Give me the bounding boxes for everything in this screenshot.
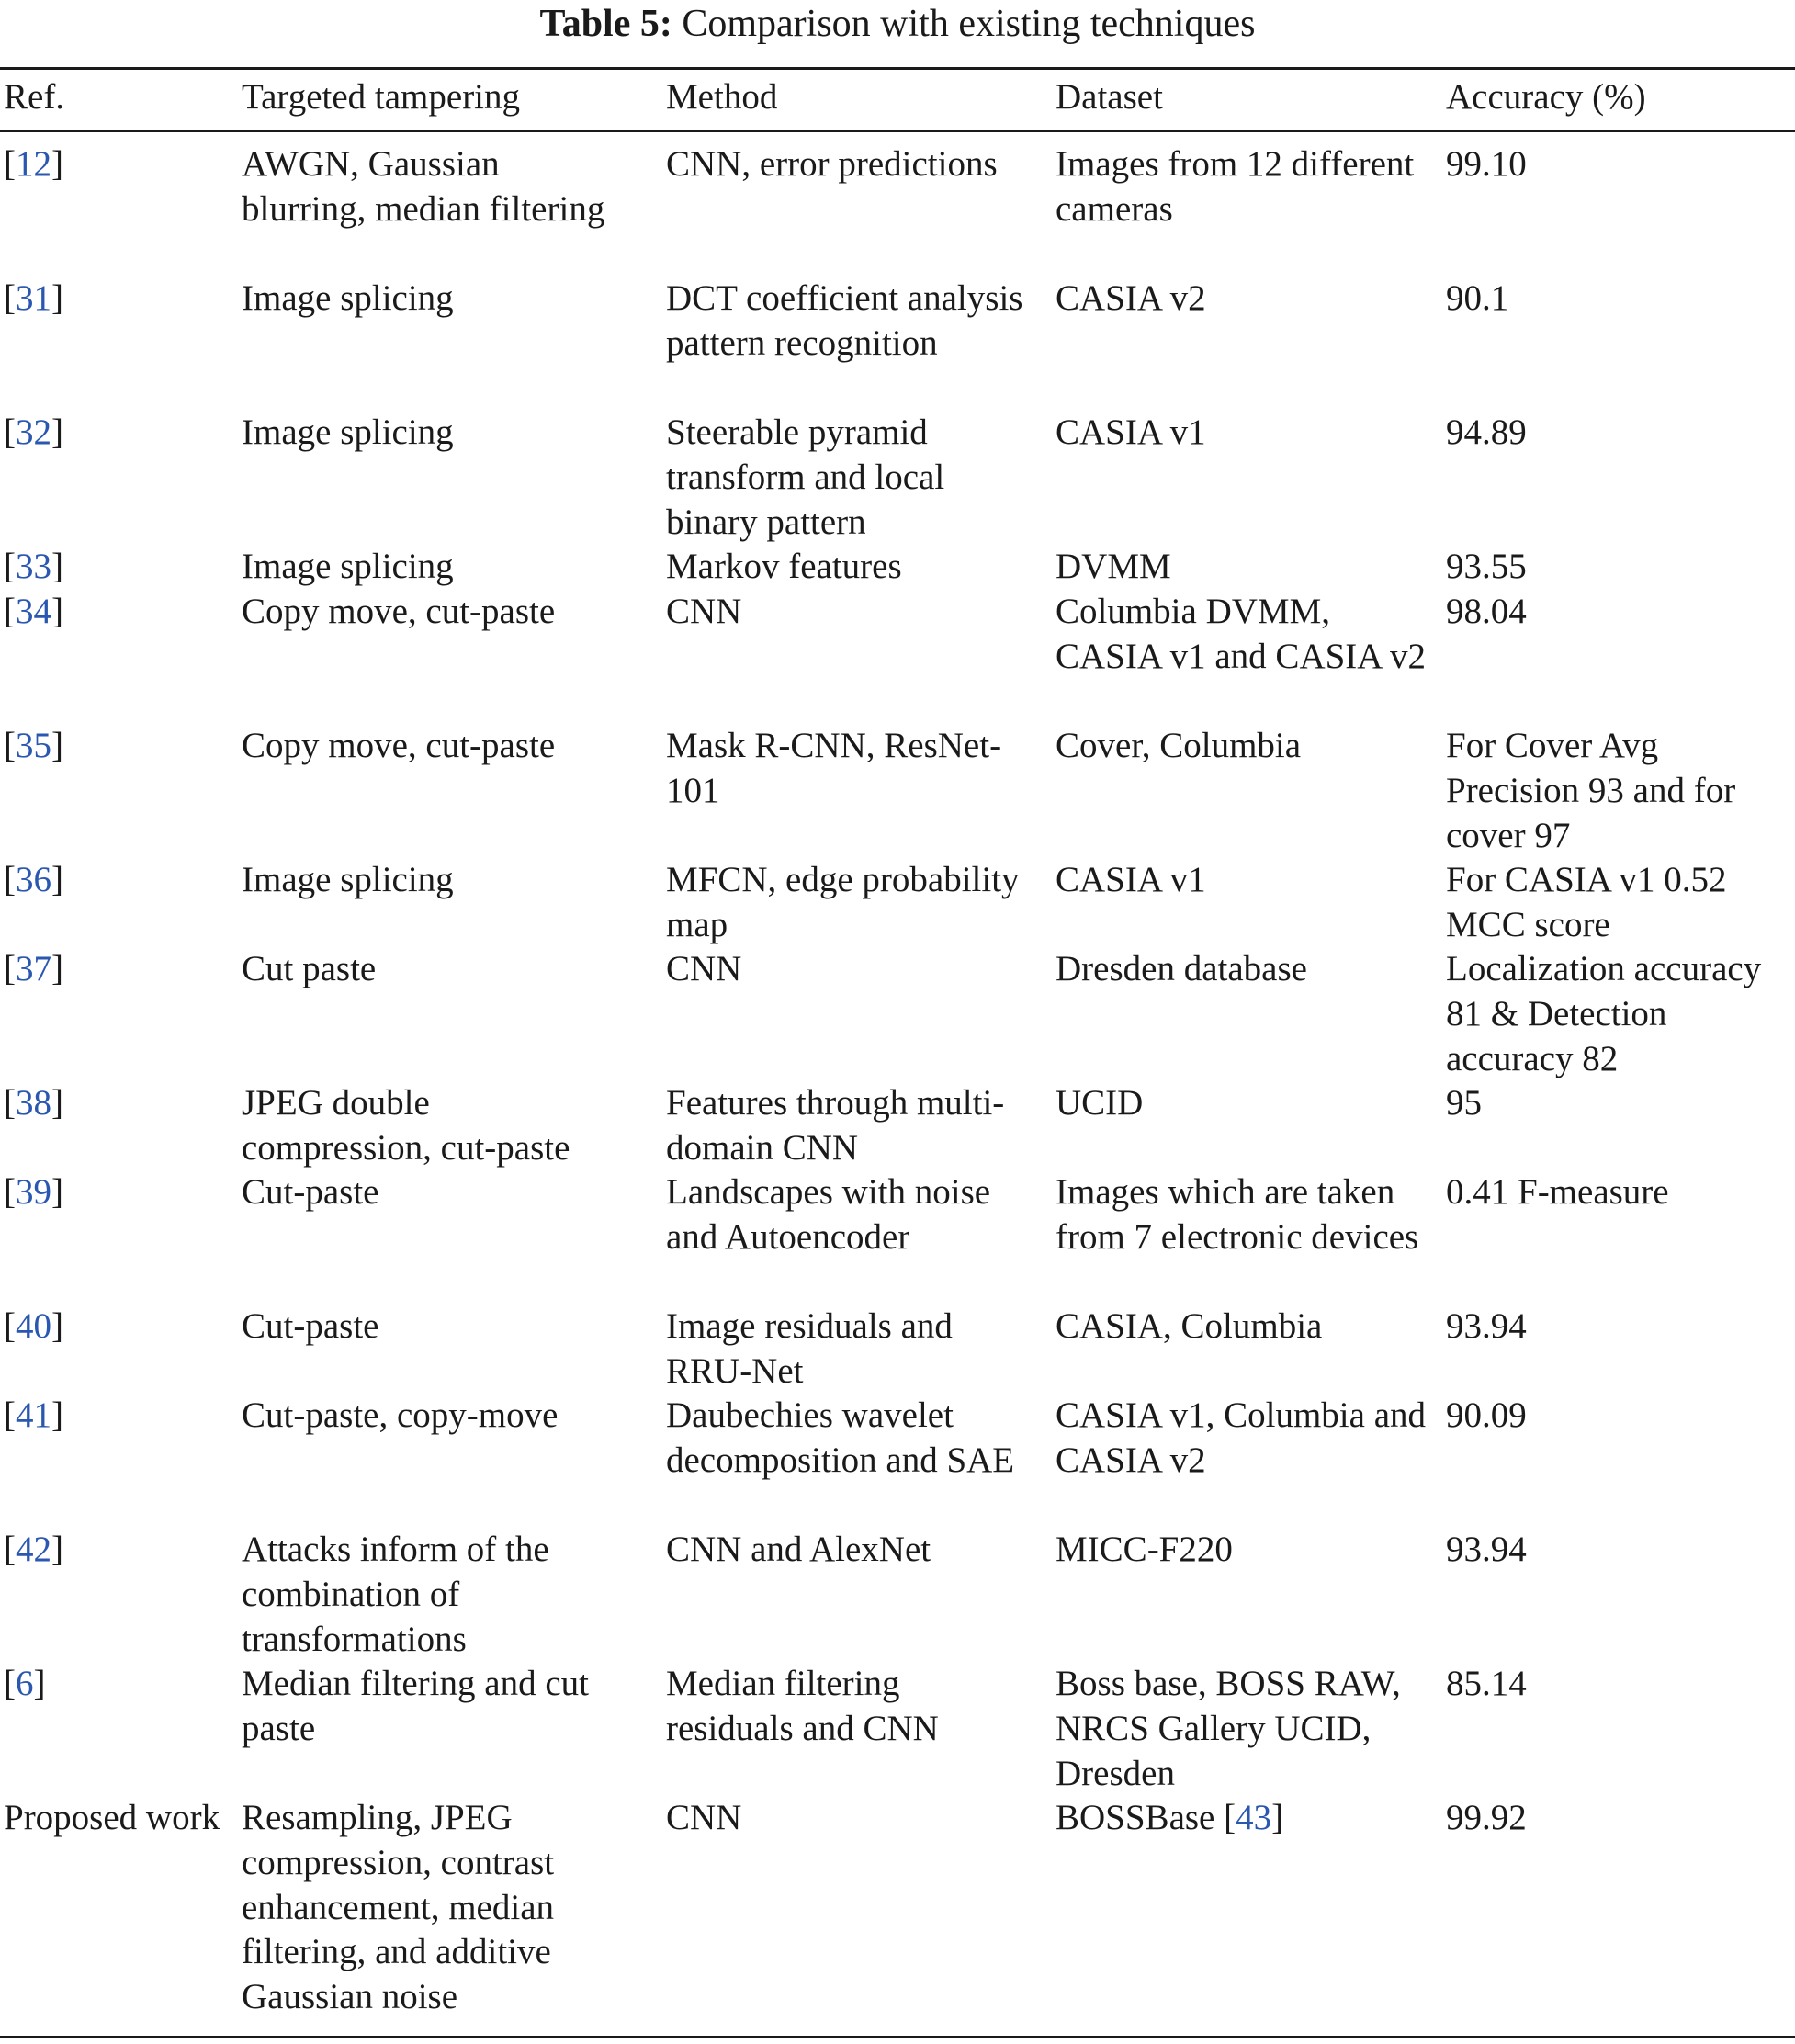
- ref-cell: [33]: [4, 547, 63, 586]
- accuracy-cell: 93.94: [1446, 1306, 1527, 1346]
- citation-link[interactable]: 42: [16, 1530, 51, 1569]
- citation-link[interactable]: 37: [16, 949, 51, 988]
- citation-link[interactable]: 36: [16, 860, 51, 899]
- ref-cell: [41]: [4, 1395, 63, 1435]
- accuracy-cell: 98.04: [1446, 592, 1527, 631]
- table-top-rule: [0, 67, 1795, 70]
- citation-link[interactable]: 6: [16, 1664, 34, 1703]
- citation-link[interactable]: 34: [16, 592, 51, 631]
- table-row: [0, 1796, 1795, 2020]
- ref-cell: [6]: [4, 1664, 46, 1703]
- tampering-cell: Copy move, cut-paste: [242, 592, 556, 631]
- method-cell: Markov features: [666, 547, 902, 586]
- method-cell: CNN: [666, 1798, 742, 1837]
- accuracy-cell: 99.92: [1446, 1798, 1527, 1837]
- tampering-cell: Resampling, JPEG compression, contrast enhancement, median filtering, and additive Gaussian noise: [242, 1798, 555, 2017]
- table-caption-text: Comparison with existing techniques: [682, 3, 1256, 45]
- dataset-cell: CASIA v1, Columbia and CASIA v2: [1056, 1395, 1427, 1480]
- citation-link[interactable]: 39: [16, 1172, 51, 1212]
- dataset-cell: CASIA v1: [1056, 412, 1206, 452]
- ref-cell: [38]: [4, 1083, 63, 1123]
- dataset-cell: UCID: [1056, 1083, 1144, 1123]
- table-row: [0, 142, 1795, 277]
- table-row: [0, 1170, 1795, 1304]
- table-header: [0, 75, 1795, 125]
- table-row: [0, 1662, 1795, 1796]
- accuracy-cell: 90.1: [1446, 278, 1509, 318]
- dataset-cell: CASIA, Columbia: [1056, 1306, 1323, 1346]
- table-body: [0, 142, 1795, 2020]
- citation-link[interactable]: 43: [1236, 1798, 1272, 1837]
- method-cell: MFCN, edge probability map: [666, 860, 1020, 944]
- dataset-cell: Dresden database: [1056, 949, 1307, 988]
- table-caption-label: Table 5:: [539, 3, 672, 45]
- tampering-cell: Median filtering and cut paste: [242, 1664, 589, 1748]
- dataset-cell: MICC-F220: [1056, 1530, 1233, 1569]
- citation-link[interactable]: 12: [16, 144, 51, 184]
- accuracy-cell: 93.55: [1446, 547, 1527, 586]
- accuracy-cell: 99.10: [1446, 144, 1527, 184]
- citation-link[interactable]: 41: [16, 1395, 51, 1435]
- dataset-cell: Boss base, BOSS RAW, NRCS Gallery UCID, Dresden: [1056, 1664, 1401, 1793]
- method-cell: DCT coefficient analysis pattern recognition: [666, 278, 1023, 363]
- method-cell: Daubechies wavelet decomposition and SAE: [666, 1395, 1015, 1480]
- accuracy-cell: For CASIA v1 0.52 MCC score: [1446, 860, 1727, 944]
- method-cell: CNN and AlexNet: [666, 1530, 931, 1569]
- table-bottom-rule: [0, 2036, 1795, 2038]
- table-row: [0, 1528, 1795, 1662]
- ref-cell: Proposed work: [4, 1798, 220, 1837]
- method-cell: Image residuals and RRU-Net: [666, 1306, 953, 1391]
- ref-cell: [12]: [4, 144, 63, 184]
- citation-link[interactable]: 40: [16, 1306, 51, 1346]
- method-cell: CNN: [666, 592, 742, 631]
- table-caption: [0, 0, 1795, 48]
- tampering-cell: Cut-paste: [242, 1172, 379, 1212]
- dataset-cell: Images from 12 different cameras: [1056, 144, 1415, 229]
- dataset-cell: CASIA v2: [1056, 278, 1206, 318]
- ref-cell: [36]: [4, 860, 63, 899]
- tampering-cell: Cut paste: [242, 949, 377, 988]
- accuracy-cell: 85.14: [1446, 1664, 1527, 1703]
- table-header-rule: [0, 130, 1795, 132]
- table-row: [0, 1304, 1795, 1394]
- ref-cell: [34]: [4, 592, 63, 631]
- table-row: [0, 1081, 1795, 1170]
- ref-cell: [32]: [4, 412, 63, 452]
- ref-cell: [37]: [4, 949, 63, 988]
- accuracy-cell: 93.94: [1446, 1530, 1527, 1569]
- table-row: [0, 277, 1795, 411]
- table-row: [0, 1394, 1795, 1528]
- header-accuracy: Accuracy (%): [1446, 77, 1646, 117]
- method-cell: CNN, error predictions: [666, 144, 998, 184]
- dataset-cell: CASIA v1: [1056, 860, 1206, 899]
- tampering-cell: Copy move, cut-paste: [242, 726, 556, 765]
- dataset-cell: BOSSBase [43]: [1056, 1798, 1284, 1837]
- dataset-cell: Columbia DVMM, CASIA v1 and CASIA v2: [1056, 592, 1427, 676]
- dataset-cell: Images which are taken from 7 electronic devices: [1056, 1172, 1419, 1257]
- tampering-cell: Image splicing: [242, 278, 454, 318]
- table-row: [0, 411, 1795, 545]
- ref-cell: [31]: [4, 278, 63, 318]
- accuracy-cell: 94.89: [1446, 412, 1527, 452]
- tampering-cell: Image splicing: [242, 412, 454, 452]
- method-cell: Median filtering residuals and CNN: [666, 1664, 939, 1748]
- accuracy-cell: 95: [1446, 1083, 1482, 1123]
- table-row: [0, 724, 1795, 858]
- table-row: [0, 858, 1795, 947]
- citation-link[interactable]: 31: [16, 278, 51, 318]
- accuracy-cell: For Cover Avg Precision 93 and for cover 97: [1446, 726, 1736, 855]
- citation-link[interactable]: 33: [16, 547, 51, 586]
- citation-link[interactable]: 38: [16, 1083, 51, 1123]
- table-row: [0, 947, 1795, 1081]
- header-ref: Ref.: [4, 77, 65, 117]
- accuracy-cell: 90.09: [1446, 1395, 1527, 1435]
- tampering-cell: AWGN, Gaussian blurring, median filtering: [242, 144, 605, 229]
- tampering-cell: JPEG double compression, cut-paste: [242, 1083, 570, 1168]
- citation-link[interactable]: 32: [16, 412, 51, 452]
- table-row: [0, 545, 1795, 590]
- citation-link[interactable]: 35: [16, 726, 51, 765]
- table-row: [0, 590, 1795, 724]
- header-targeted-tampering: Targeted tampering: [242, 77, 521, 117]
- method-cell: Features through multi-domain CNN: [666, 1083, 1005, 1168]
- method-cell: CNN: [666, 949, 742, 988]
- ref-cell: [40]: [4, 1306, 63, 1346]
- accuracy-cell: Localization accuracy 81 & Detection accuracy 82: [1446, 949, 1762, 1078]
- tampering-cell: Cut-paste, copy-move: [242, 1395, 559, 1435]
- ref-cell: [39]: [4, 1172, 63, 1212]
- method-cell: Landscapes with noise and Autoencoder: [666, 1172, 991, 1257]
- header-method: Method: [666, 77, 778, 117]
- dataset-cell: Cover, Columbia: [1056, 726, 1302, 765]
- accuracy-cell: 0.41 F-measure: [1446, 1172, 1669, 1212]
- ref-cell: [42]: [4, 1530, 63, 1569]
- ref-cell: [35]: [4, 726, 63, 765]
- tampering-cell: Image splicing: [242, 547, 454, 586]
- dataset-cell: DVMM: [1056, 547, 1171, 586]
- tampering-cell: Image splicing: [242, 860, 454, 899]
- header-dataset: Dataset: [1056, 77, 1163, 117]
- tampering-cell: Attacks inform of the combination of transformations: [242, 1530, 549, 1659]
- method-cell: Mask R-CNN, ResNet-101: [666, 726, 1002, 810]
- tampering-cell: Cut-paste: [242, 1306, 379, 1346]
- method-cell: Steerable pyramid transform and local binary pattern: [666, 412, 945, 542]
